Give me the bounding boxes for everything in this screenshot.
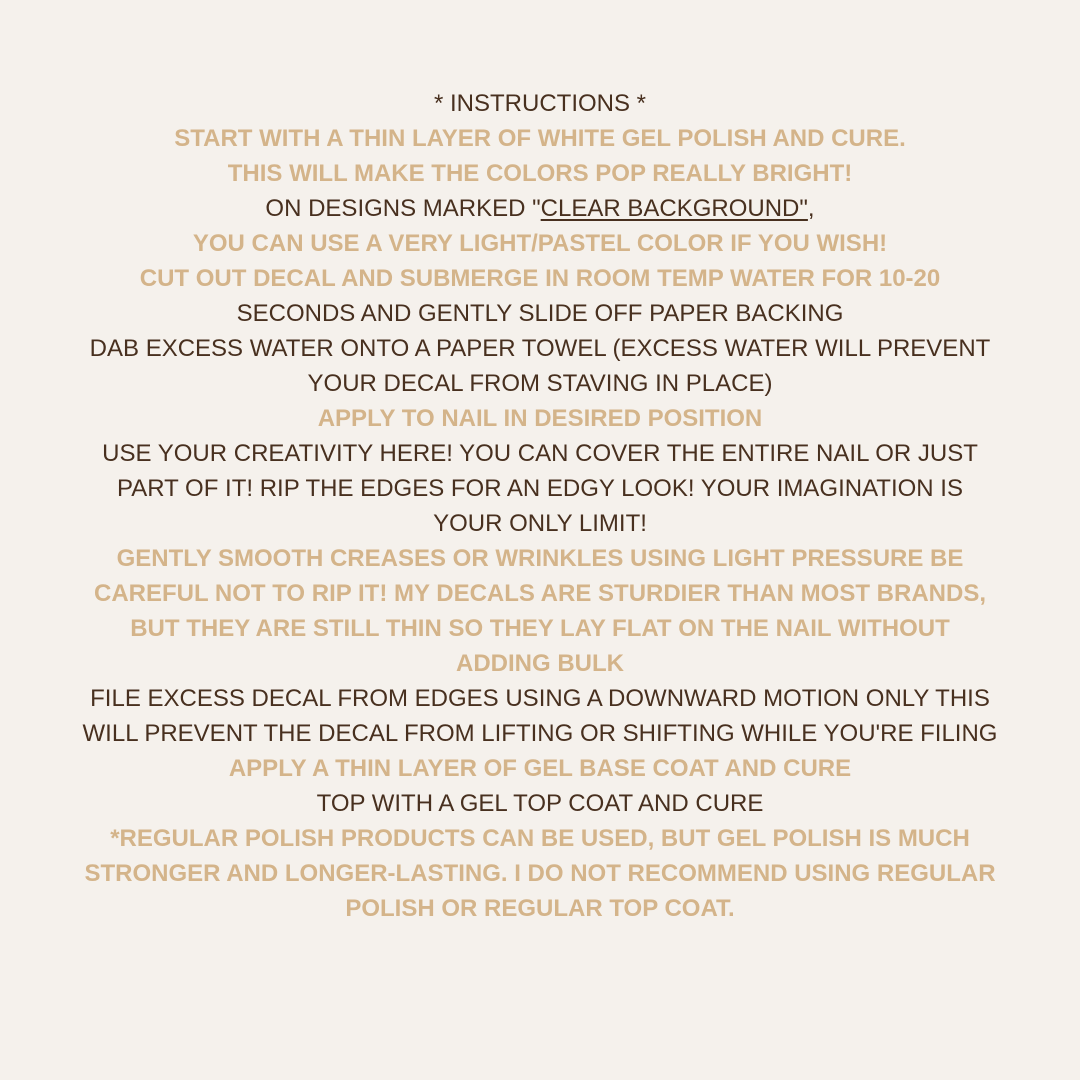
step-smooth-creases: GENTLY SMOOTH CREASES OR WRINKLES USING LIGHT PRESSURE BE CAREFUL NOT TO RIP IT! MY DECALS ARE STURDIER THAN MOST BRANDS, BUT THEY ARE STILL THIN SO THEY LAY FLAT ON THE NAIL WITHOUT ADDING BULK (93, 545, 987, 677)
clear-background-suffix: , (807, 195, 815, 222)
pastel-option-note: YOU CAN USE A VERY LIGHT/PASTEL COLOR IF YOU WISH! (192, 230, 888, 257)
step-submerge-line-1: CUT OUT DECAL AND SUBMERGE IN ROOM TEMP WATER FOR 10-20 (139, 265, 941, 292)
step-dab-water: DAB EXCESS WATER ONTO A PAPER TOWEL (EXCESS WATER WILL PREVENT YOUR DECAL FROM STAVING IN PLACE) (89, 335, 991, 397)
step-apply-to-nail: APPLY TO NAIL IN DESIRED POSITION (317, 405, 763, 432)
creativity-note: USE YOUR CREATIVITY HERE! YOU CAN COVER THE ENTIRE NAIL OR JUST PART OF IT! RIP THE EDGES FOR AN EDGY LOOK! YOUR IMAGINATION IS YOUR ONLY LIMIT! (102, 440, 978, 537)
step-top-coat: TOP WITH A GEL TOP COAT AND CURE (316, 790, 764, 817)
instructions-title: * INSTRUCTIONS * (433, 90, 646, 117)
clear-background-prefix: ON DESIGNS MARKED " (265, 195, 541, 222)
step-submerge-line-2: SECONDS AND GENTLY SLIDE OFF PAPER BACKING (236, 300, 844, 327)
step-white-base-line-1: START WITH A THIN LAYER OF WHITE GEL POLISH AND CURE. (174, 125, 906, 152)
step-base-coat: APPLY A THIN LAYER OF GEL BASE COAT AND CURE (228, 755, 852, 782)
clear-background-note (80, 191, 1000, 226)
regular-polish-note: *REGULAR POLISH PRODUCTS CAN BE USED, BUT GEL POLISH IS MUCH STRONGER AND LONGER-LASTING. I DO NOT RECOMMEND USING REGULAR POLISH OR REGULAR TOP COAT. (84, 825, 996, 922)
clear-background-link[interactable]: CLEAR BACKGROUND" (540, 195, 808, 222)
step-file-excess: FILE EXCESS DECAL FROM EDGES USING A DOWNWARD MOTION ONLY THIS WILL PREVENT THE DECAL FROM LIFTING OR SHIFTING WHILE YOU'RE FILING (82, 685, 998, 747)
step-white-base-line-2: THIS WILL MAKE THE COLORS POP REALLY BRIGHT! (227, 160, 853, 187)
instructions-document (80, 86, 1000, 926)
